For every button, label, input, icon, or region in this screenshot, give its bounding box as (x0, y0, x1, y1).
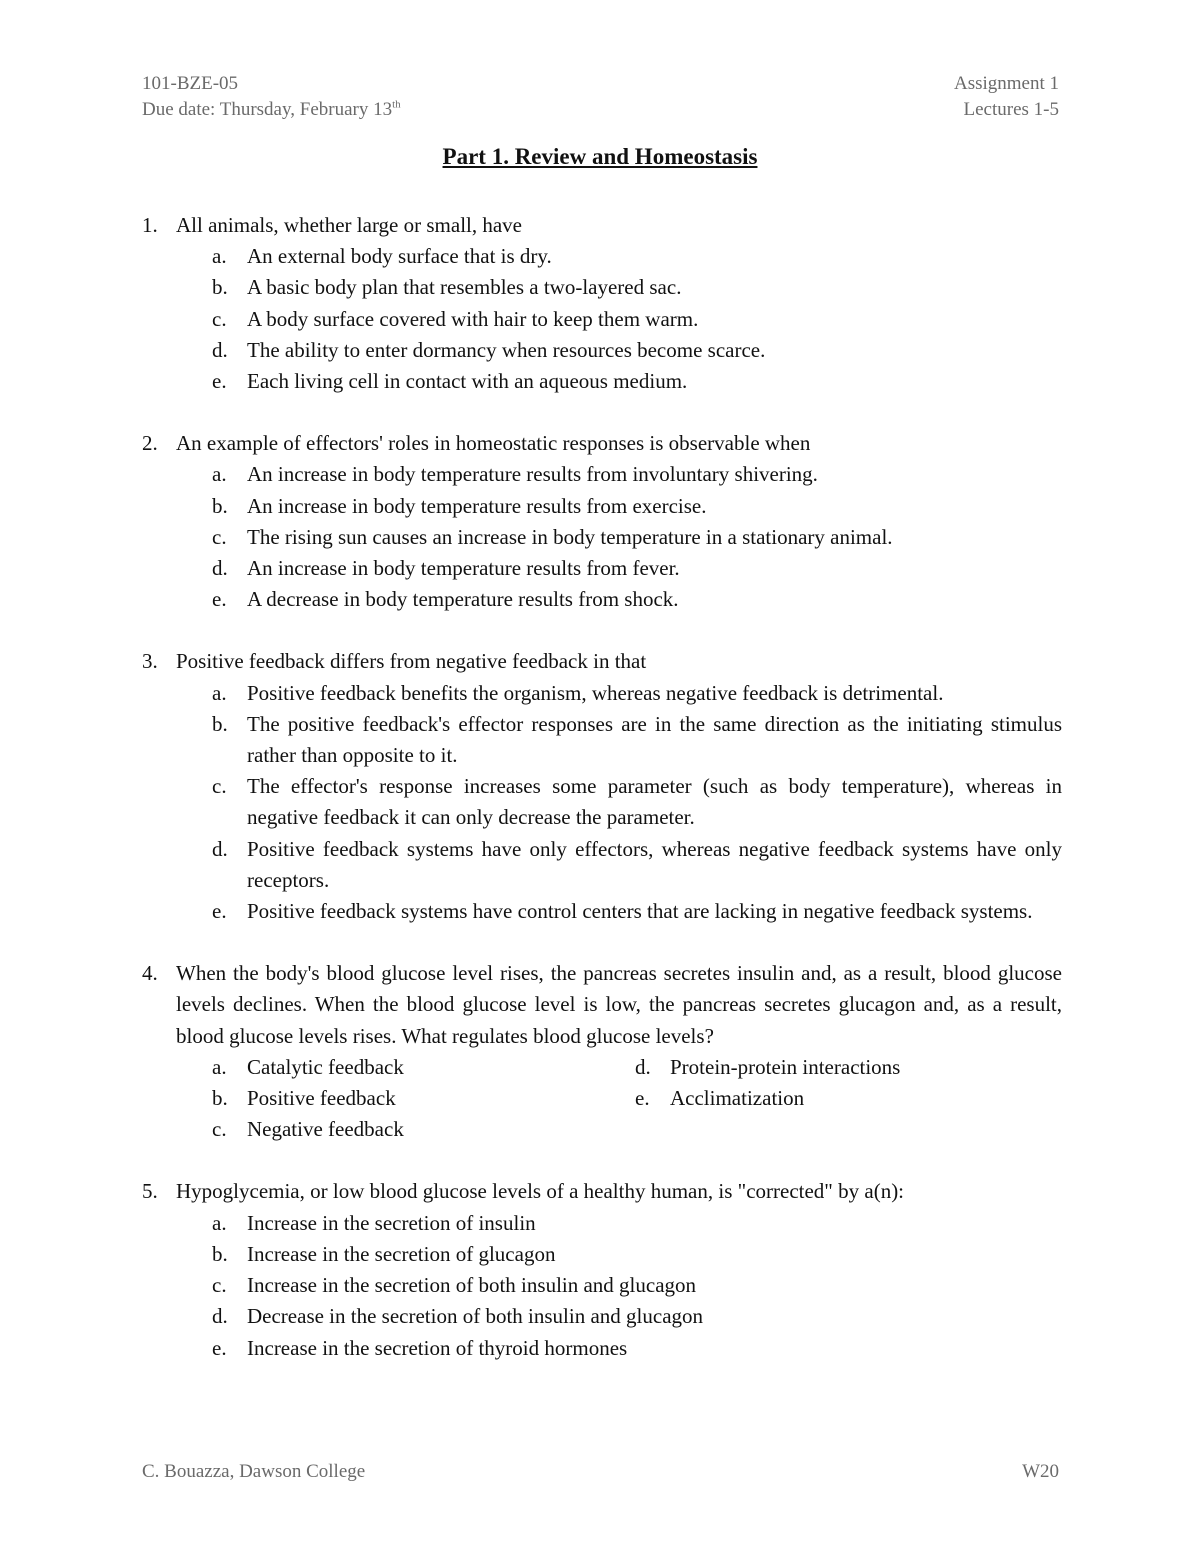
option-letter: c. (212, 774, 227, 799)
option-letter: d. (212, 556, 228, 581)
option-letter: d. (635, 1054, 651, 1079)
option-text: Positive feedback benefits the organism, whereas negative feedback is detrimental. (247, 680, 944, 705)
question-text: When the body's blood glucose level rises, the pancreas secretes insulin and, as a result, blood glucose levels declines. When the blood glucose level is low, the pancreas secretes glucagon and, as a result, blood glucose levels rises. What regulates blood glucose levels? (176, 961, 1062, 1048)
page-title: Part 1. Review and Homeostasis (442, 144, 758, 169)
option-b (142, 491, 1062, 522)
option-text: The ability to enter dormancy when resources become scarce. (247, 337, 766, 362)
option-e (142, 896, 1062, 927)
footer-term: W20 (1022, 1461, 1059, 1482)
question-text: Hypoglycemia, or low blood glucose levels of a healthy human, is "corrected" by a(n): (176, 1179, 905, 1204)
option-letter: e. (212, 899, 227, 924)
options-two-column (142, 1052, 1062, 1146)
question-3 (142, 646, 1062, 927)
option-letter: e. (212, 587, 227, 612)
option-d (142, 553, 1062, 584)
question-text: An example of effectors' roles in homeostatic responses is observable when (176, 431, 811, 456)
question-number: 2. (142, 431, 158, 456)
option-a (142, 1208, 1062, 1239)
question-4 (142, 958, 1062, 1145)
option-letter: e. (212, 1335, 227, 1360)
question-1 (142, 210, 1062, 397)
option-e (142, 366, 1062, 397)
due-date (142, 97, 401, 123)
question-list (142, 210, 1062, 1395)
option-text: Decrease in the secretion of both insulin and glucagon (247, 1304, 704, 1329)
header-left (142, 71, 401, 123)
option-text: An increase in body temperature results from fever. (247, 556, 680, 581)
option-letter: b. (212, 275, 228, 300)
header-right (954, 71, 1059, 123)
option-b (142, 709, 1062, 771)
option-letter: c. (212, 524, 227, 549)
option-text: Increase in the secretion of both insulin and glucagon (247, 1273, 697, 1298)
option-letter: a. (212, 1054, 227, 1079)
question-text: All animals, whether large or small, have (176, 213, 523, 237)
option-c (142, 1114, 635, 1145)
option-text: An external body surface that is dry. (247, 244, 552, 269)
option-letter: b. (212, 1086, 228, 1111)
option-text: Increase in the secretion of glucagon (247, 1241, 556, 1266)
option-c (142, 522, 1062, 553)
question-2 (142, 428, 1062, 615)
option-a (142, 459, 1062, 490)
option-text: Negative feedback (247, 1117, 404, 1142)
option-letter: b. (212, 1241, 228, 1266)
option-text: A basic body plan that resembles a two-layered sac. (247, 275, 682, 300)
option-letter: e. (635, 1086, 650, 1111)
option-e (142, 1333, 1062, 1364)
option-letter: b. (212, 711, 228, 736)
option-letter: a. (212, 680, 227, 705)
option-a (142, 241, 1062, 272)
option-e (142, 584, 1062, 615)
option-text: Increase in the secretion of thyroid hormones (247, 1335, 628, 1360)
option-text: Acclimatization (670, 1086, 805, 1111)
option-text: An increase in body temperature results from involuntary shivering. (247, 462, 818, 487)
due-date-text: Due date: Thursday, February 13 (142, 99, 393, 120)
option-a (142, 678, 1062, 709)
option-letter: a. (212, 244, 227, 269)
option-c (142, 771, 1062, 833)
option-c (142, 1270, 1062, 1301)
option-c (142, 304, 1062, 335)
option-text: Positive feedback systems have control centers that are lacking in negative feedback systems. (247, 899, 1033, 924)
option-letter: b. (212, 493, 228, 518)
option-e (635, 1083, 1062, 1114)
option-a (142, 1052, 635, 1083)
option-letter: a. (212, 462, 227, 487)
option-text: A decrease in body temperature results from shock. (247, 587, 679, 612)
question-text: Positive feedback differs from negative feedback in that (176, 649, 647, 674)
option-d (142, 335, 1062, 366)
lectures-label: Lectures 1-5 (963, 99, 1059, 120)
option-text: The rising sun causes an increase in body temperature in a stationary animal. (247, 524, 893, 549)
option-b (142, 1083, 635, 1114)
option-text: Protein-protein interactions (670, 1054, 901, 1079)
option-text: Catalytic feedback (247, 1054, 404, 1079)
option-d (635, 1052, 1062, 1083)
option-text: Increase in the secretion of insulin (247, 1210, 536, 1235)
option-letter: c. (212, 306, 227, 331)
course-code: 101-BZE-05 (142, 73, 239, 94)
option-letter: a. (212, 1210, 227, 1235)
question-number: 3. (142, 649, 158, 674)
option-text: An increase in body temperature results from exercise. (247, 493, 707, 518)
option-text: A body surface covered with hair to keep them warm. (247, 306, 699, 331)
option-text: Positive feedback (247, 1086, 396, 1111)
option-text: Each living cell in contact with an aqueous medium. (247, 369, 688, 394)
option-d (142, 834, 1062, 896)
option-text: The positive feedback's effector responses are in the same direction as the initiating stimulus rather than opposite to it. (247, 711, 1062, 768)
option-text: The effector's response increases some parameter (such as body temperature), whereas in negative feedback it can only decrease the parameter. (247, 774, 1062, 830)
option-letter: e. (212, 369, 227, 394)
option-letter: d. (212, 337, 228, 362)
option-b (142, 272, 1062, 303)
option-letter: d. (212, 836, 228, 861)
option-b (142, 1239, 1062, 1270)
option-letter: c. (212, 1117, 227, 1142)
option-letter: d. (212, 1304, 228, 1329)
option-text: Positive feedback systems have only effectors, whereas negative feedback systems have only receptors. (247, 836, 1062, 892)
assignment-label: Assignment 1 (953, 73, 1059, 94)
due-date-suffix: th (392, 98, 401, 111)
question-5 (142, 1176, 1062, 1363)
footer-author: C. Bouazza, Dawson College (142, 1461, 366, 1482)
question-number: 1. (142, 213, 158, 237)
question-number: 4. (142, 961, 158, 986)
question-number: 5. (142, 1179, 158, 1204)
option-letter: c. (212, 1273, 227, 1298)
option-d (142, 1301, 1062, 1332)
